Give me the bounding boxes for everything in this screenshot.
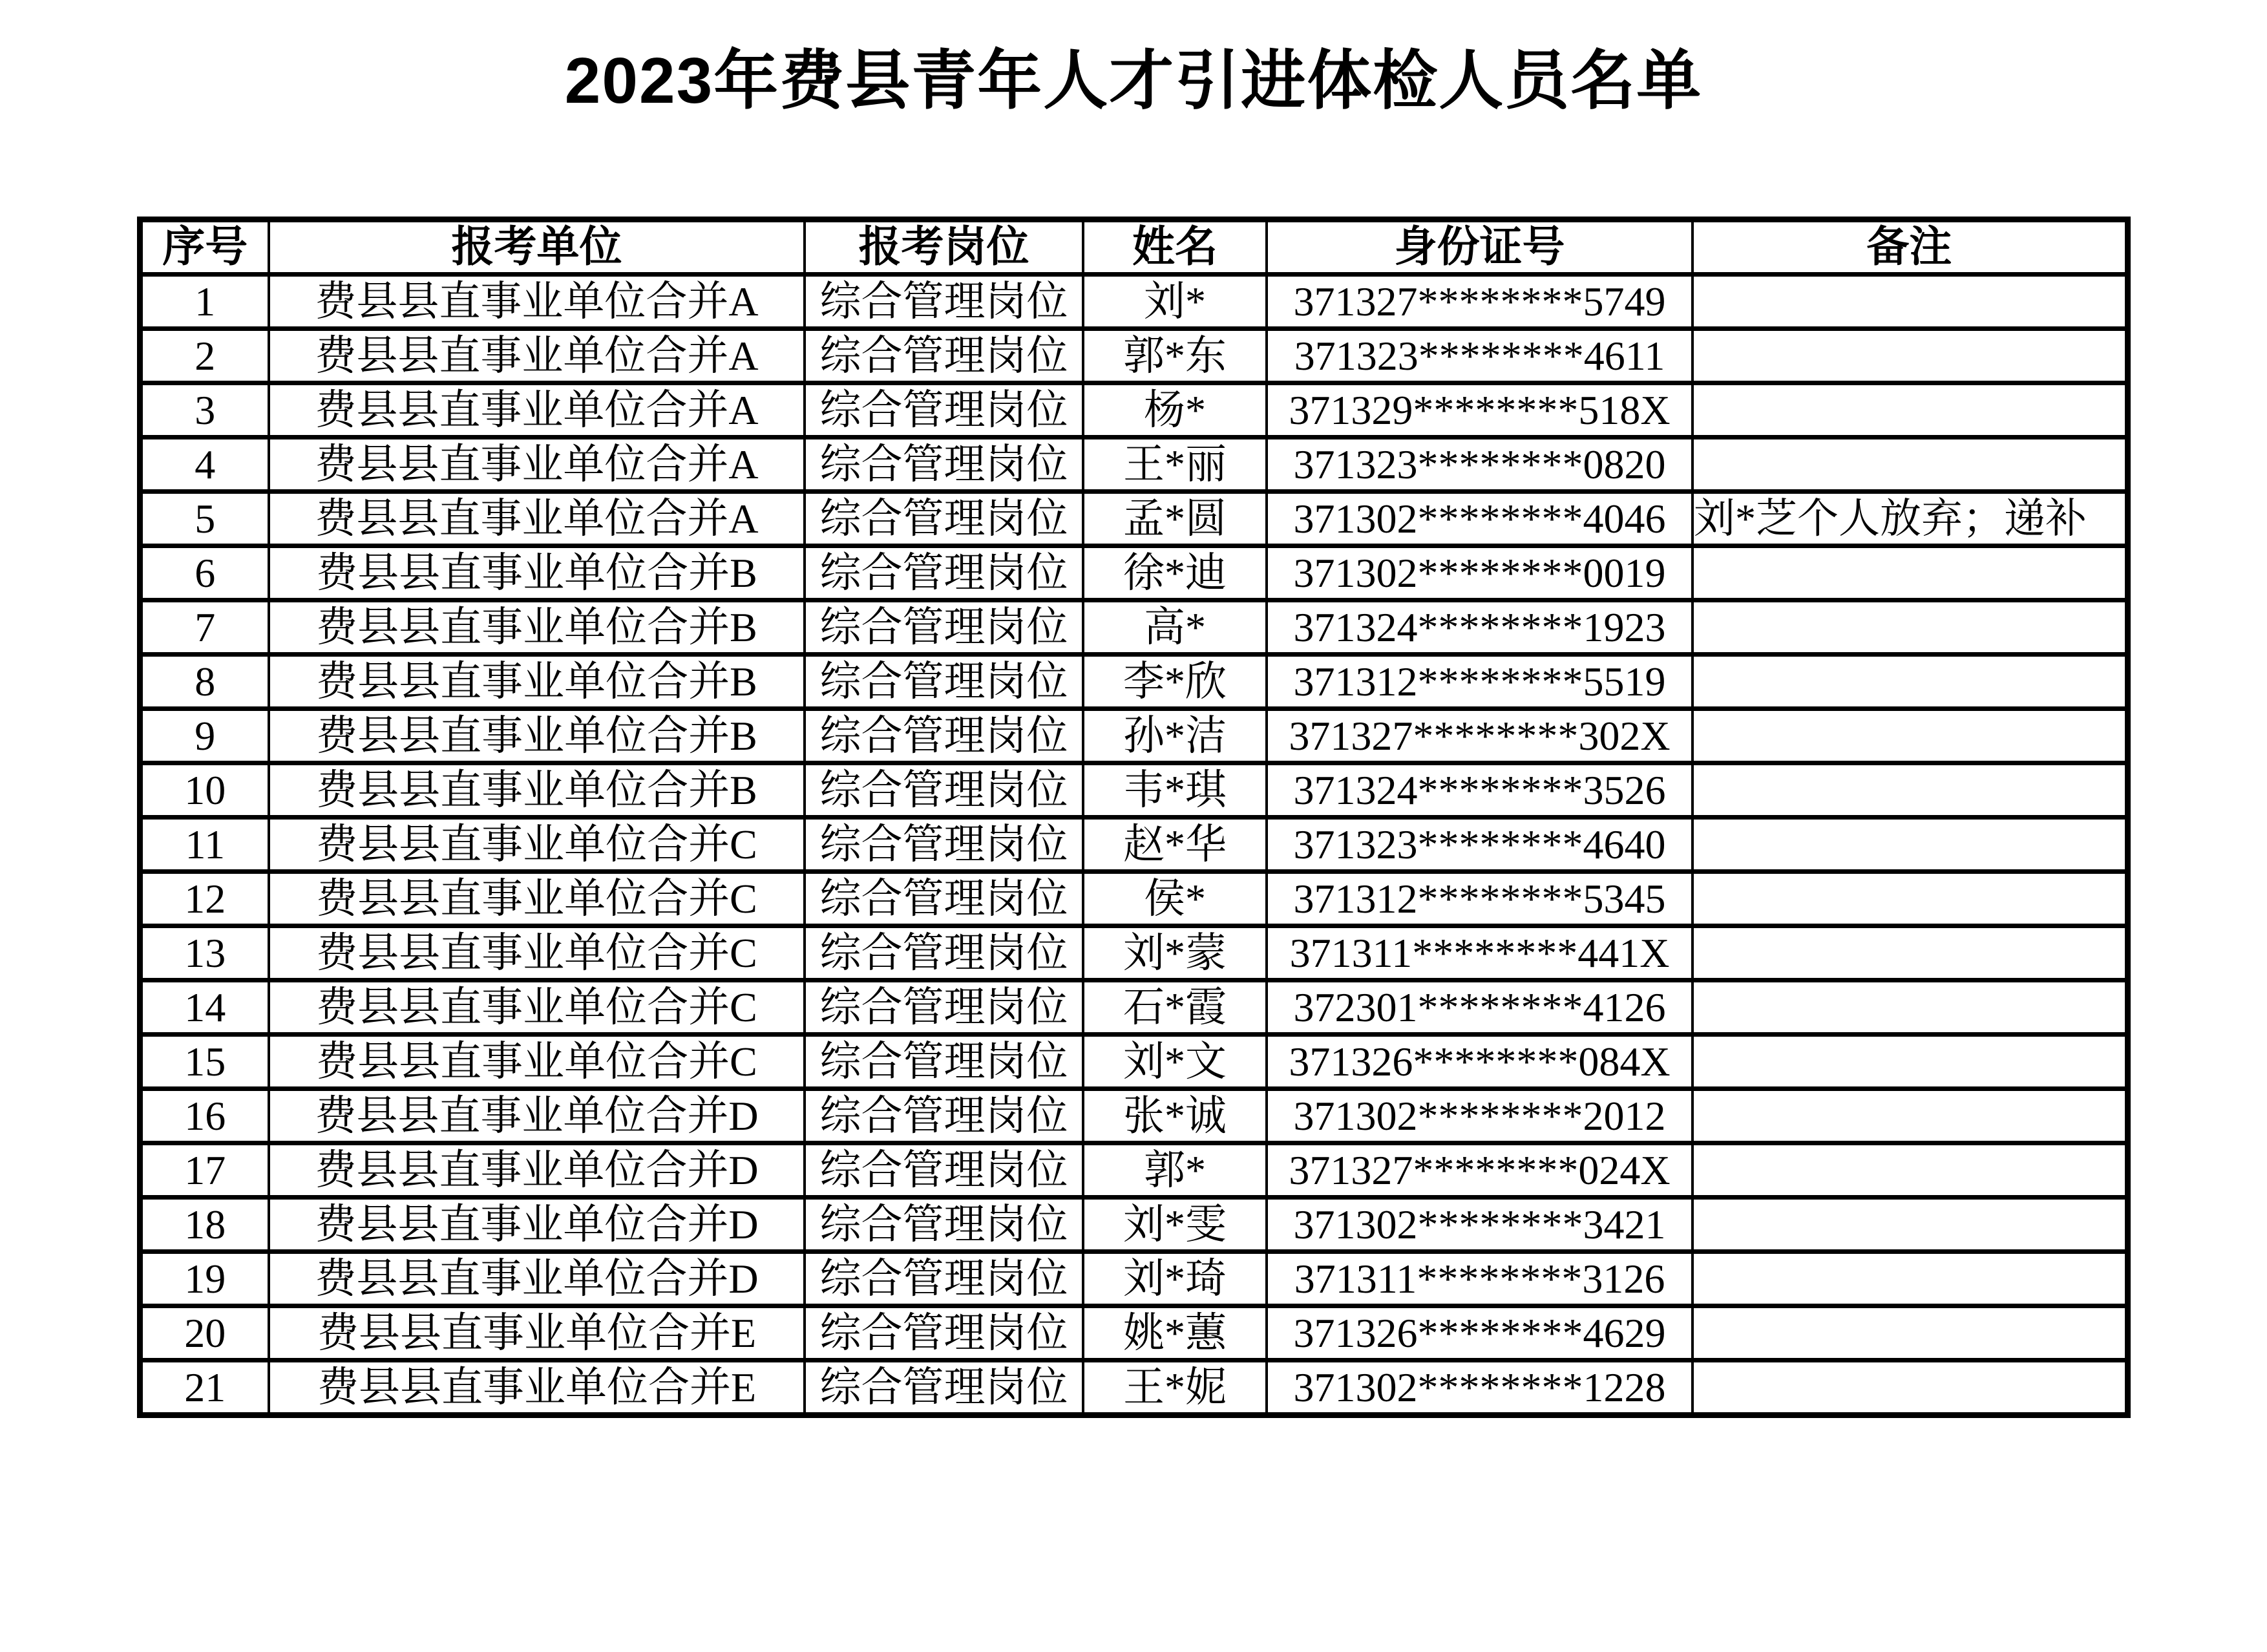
cell-id-number: 371324********1923 — [1267, 600, 1692, 655]
cell-id-number: 371323********4611 — [1267, 329, 1692, 383]
cell-remark — [1692, 383, 2127, 438]
cell-serial-number: 5 — [140, 492, 269, 546]
cell-id-number: 372301********4126 — [1267, 980, 1692, 1035]
cell-remark — [1692, 1089, 2127, 1143]
table-body — [140, 275, 2127, 1415]
cell-unit: 费县县直事业单位合并A — [269, 275, 805, 329]
cell-serial-number: 16 — [140, 1089, 269, 1143]
table-row — [140, 1361, 2127, 1415]
cell-position: 综合管理岗位 — [805, 655, 1083, 709]
cell-serial-number: 14 — [140, 980, 269, 1035]
cell-id-number: 371302********3421 — [1267, 1198, 1692, 1252]
cell-position: 综合管理岗位 — [805, 492, 1083, 546]
cell-id-number: 371327********302X — [1267, 709, 1692, 763]
col-header-remark: 备注 — [1692, 220, 2127, 275]
cell-serial-number: 6 — [140, 546, 269, 600]
cell-position: 综合管理岗位 — [805, 818, 1083, 872]
cell-serial-number: 20 — [140, 1306, 269, 1361]
table-row — [140, 492, 2127, 546]
header-row — [140, 220, 2127, 275]
cell-remark — [1692, 1143, 2127, 1198]
cell-unit: 费县县直事业单位合并C — [269, 980, 805, 1035]
cell-id-number: 371302********0019 — [1267, 546, 1692, 600]
cell-position: 综合管理岗位 — [805, 1252, 1083, 1306]
cell-position: 综合管理岗位 — [805, 383, 1083, 438]
cell-name: 郭* — [1083, 1143, 1267, 1198]
cell-serial-number: 21 — [140, 1361, 269, 1415]
cell-serial-number: 12 — [140, 872, 269, 926]
cell-name: 郭*东 — [1083, 329, 1267, 383]
cell-unit: 费县县直事业单位合并E — [269, 1361, 805, 1415]
cell-position: 综合管理岗位 — [805, 709, 1083, 763]
cell-unit: 费县县直事业单位合并B — [269, 655, 805, 709]
personnel-table — [137, 217, 2131, 1418]
cell-unit: 费县县直事业单位合并B — [269, 709, 805, 763]
cell-serial-number: 11 — [140, 818, 269, 872]
table-row — [140, 709, 2127, 763]
cell-remark — [1692, 1252, 2127, 1306]
cell-position: 综合管理岗位 — [805, 329, 1083, 383]
cell-name: 张*诚 — [1083, 1089, 1267, 1143]
cell-remark — [1692, 600, 2127, 655]
cell-unit: 费县县直事业单位合并E — [269, 1306, 805, 1361]
cell-id-number: 371329********518X — [1267, 383, 1692, 438]
cell-id-number: 371327********5749 — [1267, 275, 1692, 329]
cell-position: 综合管理岗位 — [805, 872, 1083, 926]
cell-serial-number: 8 — [140, 655, 269, 709]
cell-name: 石*霞 — [1083, 980, 1267, 1035]
cell-position: 综合管理岗位 — [805, 438, 1083, 492]
cell-position: 综合管理岗位 — [805, 1361, 1083, 1415]
cell-serial-number: 7 — [140, 600, 269, 655]
cell-serial-number: 17 — [140, 1143, 269, 1198]
cell-name: 刘*蒙 — [1083, 926, 1267, 980]
cell-position: 综合管理岗位 — [805, 1035, 1083, 1089]
cell-name: 王*丽 — [1083, 438, 1267, 492]
cell-remark — [1692, 1306, 2127, 1361]
cell-id-number: 371302********4046 — [1267, 492, 1692, 546]
cell-unit: 费县县直事业单位合并B — [269, 763, 805, 818]
cell-unit: 费县县直事业单位合并D — [269, 1252, 805, 1306]
cell-remark — [1692, 1198, 2127, 1252]
cell-serial-number: 2 — [140, 329, 269, 383]
cell-serial-number: 9 — [140, 709, 269, 763]
table-row — [140, 926, 2127, 980]
table-row — [140, 655, 2127, 709]
cell-name: 徐*迪 — [1083, 546, 1267, 600]
cell-id-number: 371327********024X — [1267, 1143, 1692, 1198]
table-row — [140, 1252, 2127, 1306]
cell-position: 综合管理岗位 — [805, 980, 1083, 1035]
cell-remark — [1692, 926, 2127, 980]
cell-serial-number: 1 — [140, 275, 269, 329]
cell-name: 赵*华 — [1083, 818, 1267, 872]
cell-id-number: 371311********441X — [1267, 926, 1692, 980]
cell-remark — [1692, 438, 2127, 492]
cell-id-number: 371326********4629 — [1267, 1306, 1692, 1361]
cell-name: 孙*洁 — [1083, 709, 1267, 763]
cell-remark — [1692, 980, 2127, 1035]
cell-position: 综合管理岗位 — [805, 763, 1083, 818]
col-header-name: 姓名 — [1083, 220, 1267, 275]
cell-id-number: 371312********5345 — [1267, 872, 1692, 926]
table-row — [140, 275, 2127, 329]
cell-id-number: 371302********1228 — [1267, 1361, 1692, 1415]
table-row — [140, 329, 2127, 383]
cell-position: 综合管理岗位 — [805, 600, 1083, 655]
table-row — [140, 600, 2127, 655]
table-row — [140, 383, 2127, 438]
cell-remark — [1692, 872, 2127, 926]
cell-unit: 费县县直事业单位合并C — [269, 926, 805, 980]
cell-unit: 费县县直事业单位合并D — [269, 1089, 805, 1143]
cell-position: 综合管理岗位 — [805, 1089, 1083, 1143]
cell-unit: 费县县直事业单位合并D — [269, 1143, 805, 1198]
table-row — [140, 980, 2127, 1035]
cell-name: 刘*文 — [1083, 1035, 1267, 1089]
table-row — [140, 1306, 2127, 1361]
cell-unit: 费县县直事业单位合并A — [269, 329, 805, 383]
cell-unit: 费县县直事业单位合并B — [269, 546, 805, 600]
cell-remark — [1692, 818, 2127, 872]
table-row — [140, 546, 2127, 600]
cell-name: 侯* — [1083, 872, 1267, 926]
cell-remark — [1692, 1035, 2127, 1089]
col-header-unit: 报考单位 — [269, 220, 805, 275]
cell-name: 高* — [1083, 600, 1267, 655]
page-title: 2023年费县青年人才引进体检人员名单 — [564, 45, 1703, 117]
cell-serial-number: 13 — [140, 926, 269, 980]
cell-unit: 费县县直事业单位合并C — [269, 872, 805, 926]
cell-id-number: 371326********084X — [1267, 1035, 1692, 1089]
col-header-id-number: 身份证号 — [1267, 220, 1692, 275]
cell-name: 姚*蕙 — [1083, 1306, 1267, 1361]
cell-name: 孟*圆 — [1083, 492, 1267, 546]
table-row — [140, 1035, 2127, 1089]
cell-name: 杨* — [1083, 383, 1267, 438]
cell-position: 综合管理岗位 — [805, 546, 1083, 600]
cell-id-number: 371311********3126 — [1267, 1252, 1692, 1306]
cell-remark — [1692, 1361, 2127, 1415]
cell-remark — [1692, 655, 2127, 709]
cell-unit: 费县县直事业单位合并A — [269, 492, 805, 546]
col-header-serial-number: 序号 — [140, 220, 269, 275]
cell-remark — [1692, 709, 2127, 763]
cell-remark — [1692, 329, 2127, 383]
cell-unit: 费县县直事业单位合并D — [269, 1198, 805, 1252]
cell-remark: 刘*芝个人放弃；递补 — [1692, 492, 2127, 546]
cell-unit: 费县县直事业单位合并B — [269, 600, 805, 655]
cell-unit: 费县县直事业单位合并A — [269, 438, 805, 492]
cell-name: 王*妮 — [1083, 1361, 1267, 1415]
cell-position: 综合管理岗位 — [805, 1306, 1083, 1361]
cell-serial-number: 18 — [140, 1198, 269, 1252]
cell-position: 综合管理岗位 — [805, 275, 1083, 329]
cell-remark — [1692, 275, 2127, 329]
table-row — [140, 438, 2127, 492]
table-row — [140, 763, 2127, 818]
table-row — [140, 1198, 2127, 1252]
cell-serial-number: 3 — [140, 383, 269, 438]
cell-position: 综合管理岗位 — [805, 1198, 1083, 1252]
cell-name: 刘* — [1083, 275, 1267, 329]
cell-name: 韦*琪 — [1083, 763, 1267, 818]
cell-id-number: 371312********5519 — [1267, 655, 1692, 709]
cell-id-number: 371302********2012 — [1267, 1089, 1692, 1143]
cell-position: 综合管理岗位 — [805, 1143, 1083, 1198]
cell-unit: 费县县直事业单位合并C — [269, 1035, 805, 1089]
cell-id-number: 371323********4640 — [1267, 818, 1692, 872]
cell-name: 刘*雯 — [1083, 1198, 1267, 1252]
cell-remark — [1692, 546, 2127, 600]
cell-id-number: 371323********0820 — [1267, 438, 1692, 492]
cell-serial-number: 4 — [140, 438, 269, 492]
table-row — [140, 1143, 2127, 1198]
cell-id-number: 371324********3526 — [1267, 763, 1692, 818]
col-header-position: 报考岗位 — [805, 220, 1083, 275]
cell-unit: 费县县直事业单位合并C — [269, 818, 805, 872]
table-row — [140, 1089, 2127, 1143]
cell-name: 刘*琦 — [1083, 1252, 1267, 1306]
cell-name: 李*欣 — [1083, 655, 1267, 709]
document-page — [0, 45, 2267, 1418]
cell-remark — [1692, 763, 2127, 818]
table-row — [140, 872, 2127, 926]
cell-position: 综合管理岗位 — [805, 926, 1083, 980]
cell-serial-number: 10 — [140, 763, 269, 818]
table-row — [140, 818, 2127, 872]
cell-unit: 费县县直事业单位合并A — [269, 383, 805, 438]
cell-serial-number: 19 — [140, 1252, 269, 1306]
cell-serial-number: 15 — [140, 1035, 269, 1089]
